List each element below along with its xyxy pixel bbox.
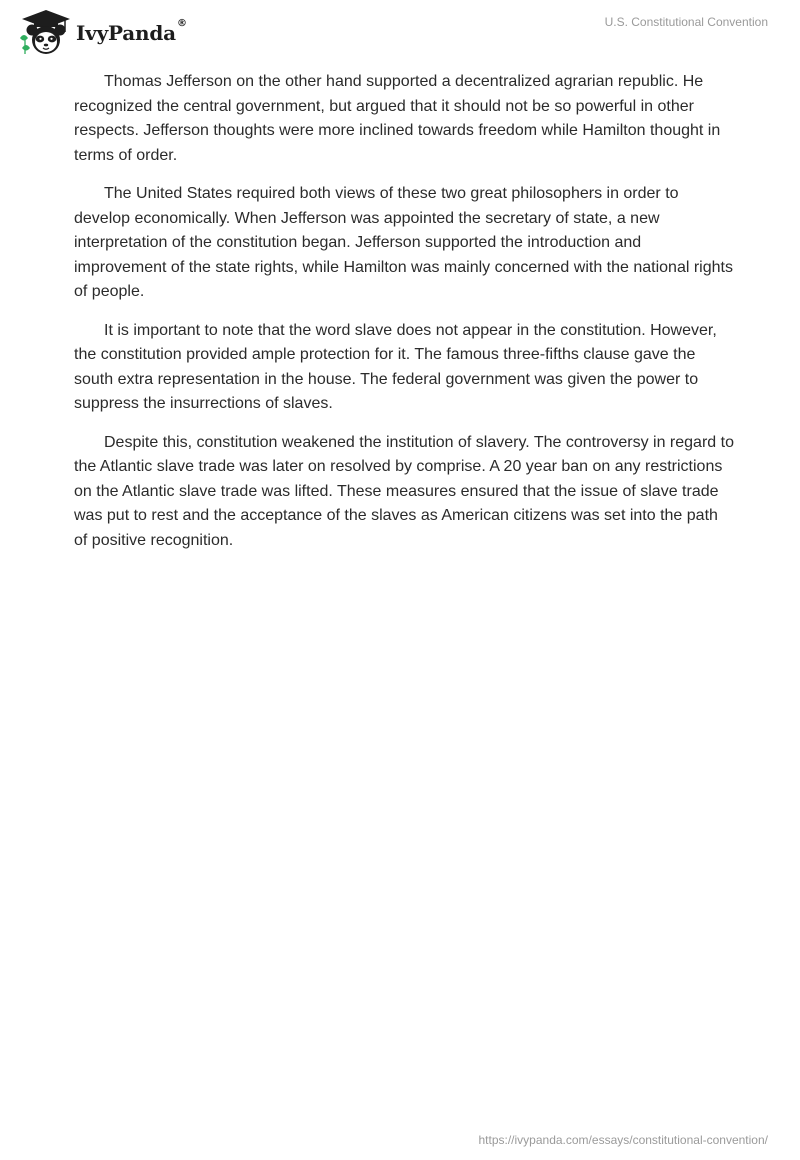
paragraph-2: The United States required both views of these two great philosophers in order to develop economically. When Jefferson was appointed the secretary of state, a new interpretation of the constitution began. Jefferson supported the introduction and improvement of the state rights, while Hamilton was mainly concerned with the national rights of people. — [74, 185, 733, 300]
document-title: U.S. Constitutional Convention — [604, 15, 768, 29]
paragraph-1: Thomas Jefferson on the other hand supported a decentralized agrarian republic. He recognized the central government, but argued that it should not be so powerful in other respects. Jefferson thoughts were more inclined towards freedom while Hamilton thought in terms of order. — [74, 73, 721, 164]
paragraph-3: It is important to note that the word slave does not appear in the constitution. However, the constitution provided ample protection for it. The famous three-fifths clause gave the south extra representation in the house. The federal government was given the power to suppress the insurrections of slaves. — [74, 321, 717, 412]
page-header — [0, 0, 800, 60]
logo-text: IvyPanda® — [76, 18, 187, 45]
ivypanda-logo[interactable] — [16, 8, 187, 56]
source-url-link[interactable]: https://ivypanda.com/essays/constitutional-convention/ — [478, 1133, 768, 1147]
essay-body — [74, 70, 734, 567]
registered-mark: ® — [176, 18, 187, 29]
paragraph-4: Despite this, constitution weakened the institution of slavery. The controversy in regard to the Atlantic slave trade was later on resolved by comprise. A 20 year ban on any restrictions on the Atlantic slave trade was lifted. These measures ensured that the issue of slave trade was put to rest and the acceptance of the slaves as American citizens was set into the path of positive recognition. — [74, 433, 734, 549]
panda-logo-icon — [16, 8, 72, 56]
